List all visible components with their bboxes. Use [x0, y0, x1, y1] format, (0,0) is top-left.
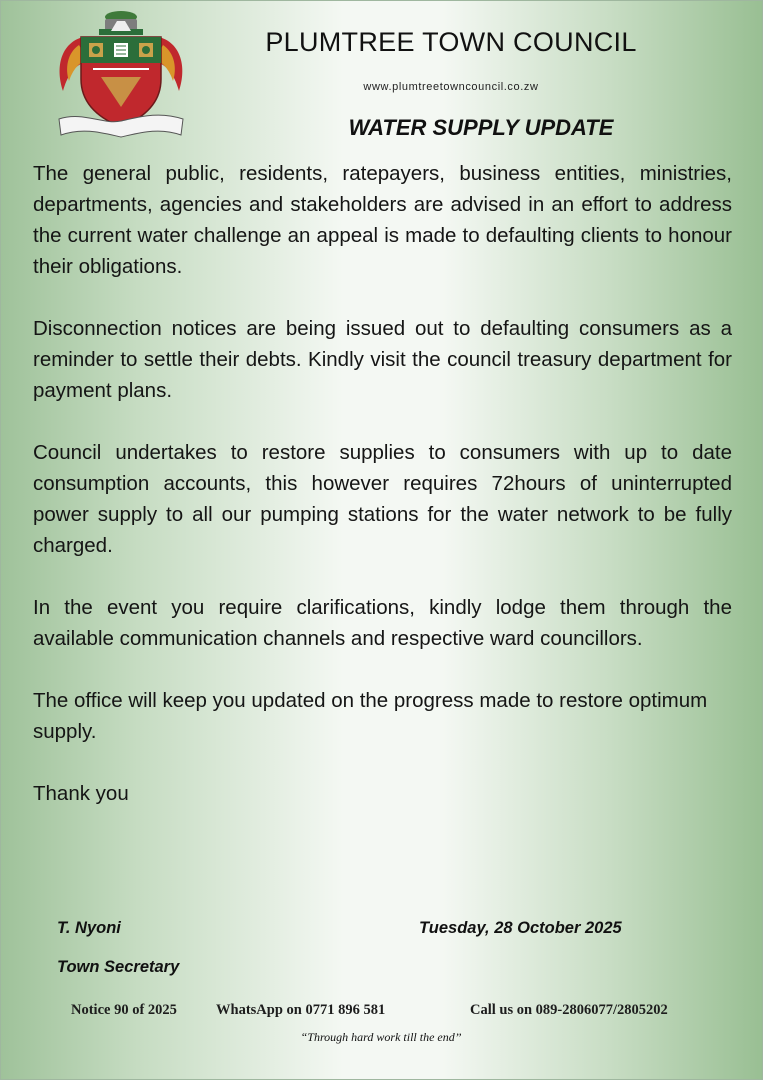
notice-title: WATER SUPPLY UPDATE — [348, 115, 614, 140]
signatory-name: T. Nyoni — [57, 919, 121, 937]
paragraph-clarifications: In the event you require clarifications, kindly lodge them through the available communication channels and respective ward councillors. — [33, 596, 732, 650]
paragraph-disconnection: Disconnection notices are being issued out to defaulting consumers as a reminder to settle their debts. Kindly visit the council treasury department for payment plans. — [33, 317, 732, 402]
council-crest-logo — [53, 7, 189, 141]
paragraph-appeal: The general public, residents, ratepayers, business entities, ministries, departments, agencies and stakeholders are advised in an effort to address the current water challenge an appeal is made to defaulting clients to honour their obligations. — [33, 162, 732, 278]
paragraph-updates: The office will keep you updated on the progress made to restore optimum supply. — [33, 689, 708, 743]
paragraph-restore: Council undertakes to restore supplies to consumers with up to date consumption accounts, this however requires 72hours of uninterrupted power supply to all our pumping stations for the water network to be fully charged. — [33, 441, 732, 557]
whatsapp-contact: WhatsApp on 0771 896 581 — [216, 1002, 386, 1018]
website-url: www.plumtreetowncouncil.co.zw — [363, 81, 539, 93]
org-title: PLUMTREE TOWN COUNCIL — [265, 27, 637, 57]
notice-number: Notice 90 of 2025 — [71, 1002, 177, 1018]
notice-date: Tuesday, 28 October 2025 — [419, 919, 622, 937]
closing-thanks: Thank you — [33, 782, 129, 805]
notice-body — [33, 158, 732, 840]
phone-contact: Call us on 089-2806077/2805202 — [470, 1002, 668, 1018]
council-motto: “Through hard work till the end’’ — [300, 1030, 462, 1044]
signatory-role: Town Secretary — [57, 958, 180, 976]
